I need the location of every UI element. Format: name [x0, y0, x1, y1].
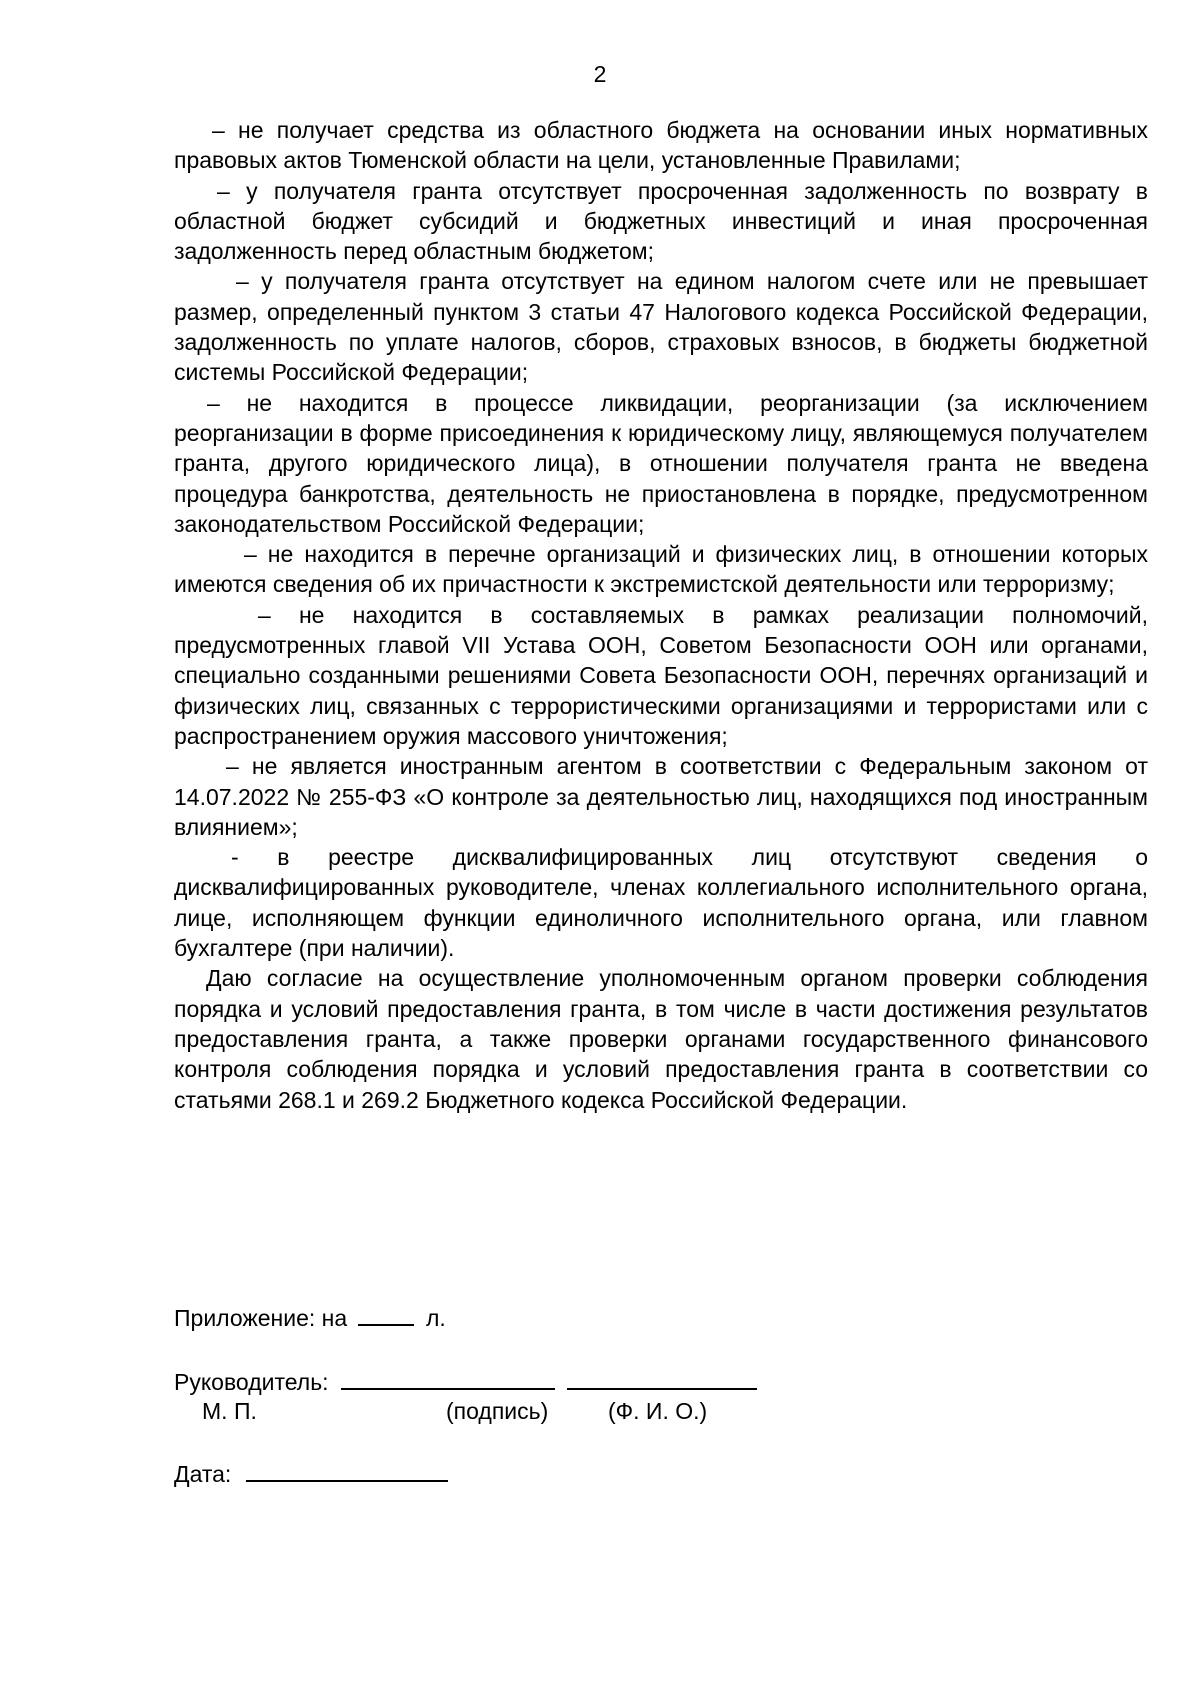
attachment-unit: л.	[425, 1305, 446, 1331]
paragraph-no-overdue-debt: – у получателя гранта отсутствует просроченная задолженность по возврату в областной бюджет субсидий и бюджетных инвестиций и иная просроченная задолженность перед областным бюджетом;	[174, 177, 1148, 265]
attachment-line	[174, 1302, 446, 1333]
date-blank[interactable]	[246, 1458, 448, 1482]
paragraph-no-other-budget-funds: – не получает средства из областного бюджета на основании иных нормативных правовых актов Тюменской области на цели, установленные Правилами;	[174, 117, 1148, 174]
paragraph-no-un-sanctions-list: – не находится в составляемых в рамках реализации полномочий, предусмотренных главой VII Устава ООН, Советом Безопасности ООН или органами, специально созданными решениями Совета Безопасности ООН, перечнях организаций и физических лиц, связанных с террористическими организациями и террористами или с распространением оружия массового уничтожения;	[174, 601, 1148, 749]
paragraph-no-disqualified-persons: - в реестре дисквалифицированных лиц отсутствуют сведения о дисквалифицированных руководителе, членах коллегиального исполнительного органа, лице, исполняющем функции единоличного исполнительного органа, или главном бухгалтере (при наличии).	[174, 844, 1148, 962]
paragraph-no-liquidation: – не находится в процессе ликвидации, реорганизации (за исключением реорганизации в форме присоединения к юридическому лицу, являющемуся получателем гранта, другого юридического лица), в отношении получателя гранта не введена процедура банкротства, деятельность не приостановлена в порядке, предусмотренном законодательством Российской Федерации;	[174, 389, 1148, 537]
paragraph-no-tax-debt: – у получателя гранта отсутствует на едином налогом счете или не превышает размер, определенный пунктом 3 статьи 47 Налогового кодекса Российской Федерации, задолженность по уплате налогов, сборов, страховых взносов, в бюджеты бюджетной системы Российской Федерации;	[174, 268, 1148, 386]
signature-caption: (подпись)	[446, 1398, 549, 1424]
paragraph-no-extremism-list: – не находится в перечне организаций и физических лиц, в отношении которых имеются сведения об их причастности к экстремистской деятельности или терроризму;	[174, 541, 1148, 598]
attachment-label: Приложение: на	[174, 1305, 348, 1331]
paragraph-not-foreign-agent: – не является иностранным агентом в соответствии с Федеральным законом от 14.07.2022 № 255-ФЗ «О контроле за деятельностью лиц, находящихся под иностранным влиянием»;	[174, 753, 1148, 840]
page-number: 2	[593, 61, 607, 87]
document-body	[174, 115, 1148, 1115]
attachment-pages-blank[interactable]	[358, 1302, 414, 1326]
signature-captions	[174, 1396, 874, 1426]
signature-label: Руководитель:	[174, 1369, 329, 1395]
full-name-blank[interactable]	[567, 1366, 757, 1390]
signature-line	[174, 1366, 757, 1397]
paragraph-consent: Даю согласие на осуществление уполномоченным органом проверки соблюдения порядка и условий предоставления гранта, в том числе в части достижения результатов предоставления гранта, а также проверки органами государственного финансового контроля соблюдения порядка и условий предоставления гранта в соответствии со статьями 268.1 и 269.2 Бюджетного кодекса Российской Федерации.	[174, 965, 1148, 1113]
signature-blank[interactable]	[341, 1366, 555, 1390]
seal-caption: М. П.	[202, 1398, 257, 1424]
date-label: Дата:	[174, 1461, 232, 1487]
full-name-caption: (Ф. И. О.)	[608, 1398, 708, 1424]
date-line	[174, 1458, 448, 1489]
